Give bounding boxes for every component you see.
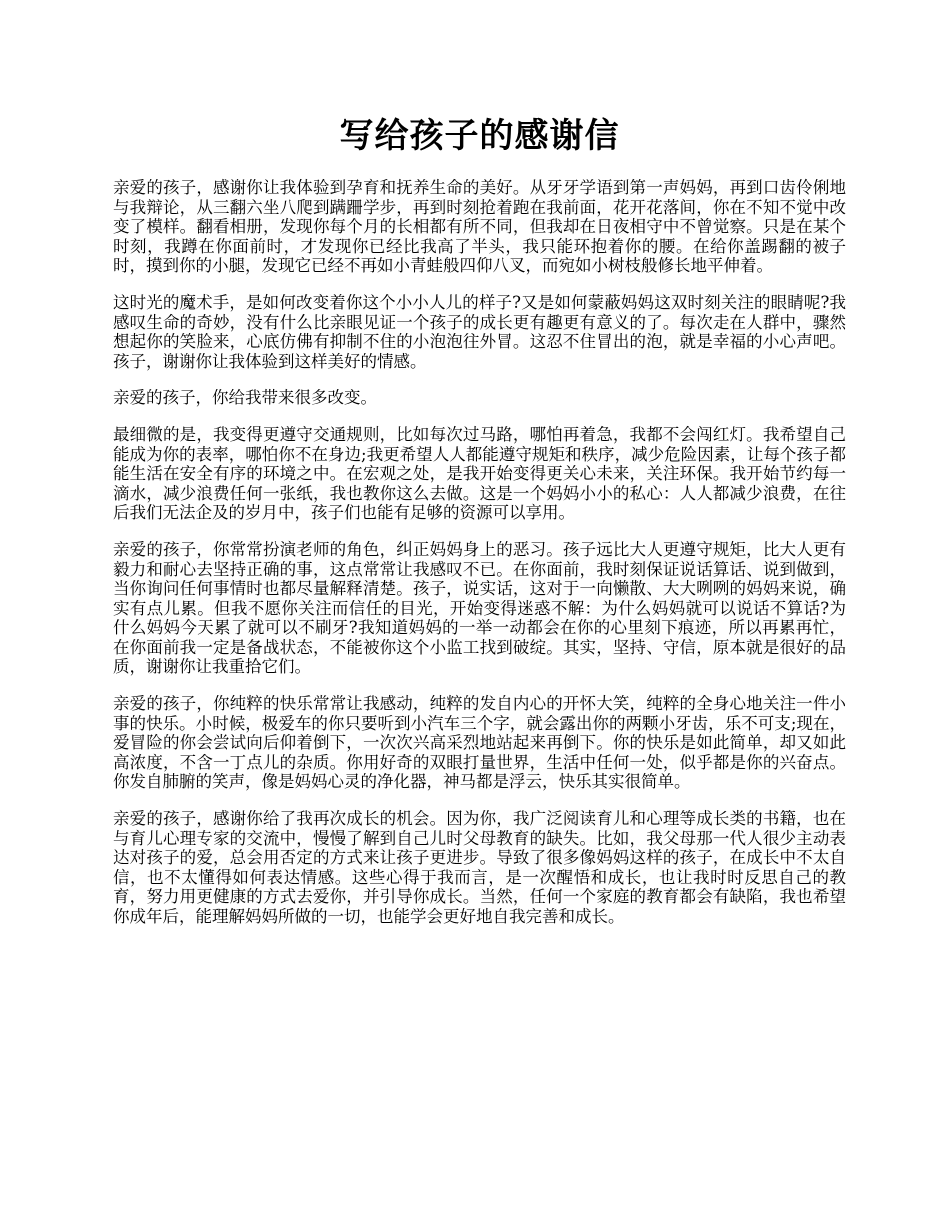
paragraph: 这时光的魔术手，是如何改变着你这个小小人儿的样子?又是如何蒙蔽妈妈这双时刻关注的眼睛呢?我感叹生命的奇妙，没有什么比亲眼见证一个孩子的成长更有趣更有意义的了。每次走在人群中，骤然想起你的笑脸来，心底仿佛有抑制不住的小泡泡往外冒。这忍不住冒出的泡，就是幸福的小心声吧。孩子，谢谢你让我体验到这样美好的情感。 <box>113 292 846 371</box>
page-title: 写给孩子的感谢信 <box>339 116 620 156</box>
document-page <box>113 0 846 944</box>
paragraph: 亲爱的孩子，你常常扮演老师的角色，纠正妈妈身上的恶习。孩子远比大人更遵守规矩，比大人更有毅力和耐心去坚持正确的事，这点常常让我感叹不已。在你面前，我时刻保证说话算话、说到做到，当你询问任何事情时也都尽量解释清楚。孩子，说实话，这对于一向懒散、大大咧咧的妈妈来说，确实有点儿累。但我不愿你关注而信任的目光，开始变得迷惑不解：为什么妈妈就可以说话不算话?为什么妈妈今天累了就可以不刷牙?我知道妈妈的一举一动都会在你的心里刻下痕迹，所以再累再忙，在你面前我一定是备战状态，不能被你这个小监工找到破绽。其实，坚持、守信，原本就是很好的品质，谢谢你让我重拾它们。 <box>113 539 846 677</box>
paragraph: 亲爱的孩子，你给我带来很多改变。 <box>113 388 377 408</box>
paragraph: 最细微的是，我变得更遵守交通规则，比如每次过马路，哪怕再着急，我都不会闯红灯。我希望自己能成为你的表率，哪怕你不在身边;我更希望人人都能遵守规矩和秩序，减少危险因素，让每个孩子都能生活在安全有序的环境之中。在宏观之处，是我开始变得更关心未来，关注环保。我开始节约每一滴水，减少浪费任何一张纸，我也教你这么去做。这是一个妈妈小小的私心：人人都减少浪费，在往后我们无法企及的岁月中，孩子们也能有足够的资源可以享用。 <box>113 424 846 523</box>
paragraph: 亲爱的孩子，感谢你让我体验到孕育和抚养生命的美好。从牙牙学语到第一声妈妈，再到口齿伶俐地与我辩论，从三翻六坐八爬到蹒跚学步，再到时刻抢着跑在我前面，花开花落间，你在不知不觉中改变了模样。翻看相册，发现你每个月的长相都有所不同，但我却在日夜相守中不曾觉察。只是在某个时刻，我蹲在你面前时，才发现你已经比我高了半头，我只能环抱着你的腰。在给你盖踢翻的被子时，摸到你的小腿，发现它已经不再如小青蛙般四仰八叉，而宛如小树枝般修长地平伸着。 <box>113 178 846 276</box>
letter-body <box>113 178 846 927</box>
paragraph: 亲爱的孩子，感谢你给了我再次成长的机会。因为你，我广泛阅读育儿和心理等成长类的书籍，也在与育儿心理专家的交流中，慢慢了解到自己儿时父母教育的缺失。比如，我父母那一代人很少主动表达对孩子的爱，总会用否定的方式来让孩子更进步。导致了很多像妈妈这样的孩子，在成长中不太自信，也不太懂得如何表达情感。这些心得于我而言，是一次醒悟和成长，也让我时时反思自己的教育，努力用更健康的方式去爱你，并引导你成长。当然，任何一个家庭的教育都会有缺陷，我也希望你成年后，能理解妈妈所做的一切，也能学会更好地自我完善和成长。 <box>113 809 846 926</box>
paragraph: 亲爱的孩子，你纯粹的快乐常常让我感动，纯粹的发自内心的开怀大笑，纯粹的全身心地关注一件小事的快乐。小时候，极爱车的你只要听到小汽车三个字，就会露出你的两颗小牙齿，乐不可支;现在，爱冒险的你会尝试向后仰着倒下，一次次兴高采烈地站起来再倒下。你的快乐是如此简单，却又如此高浓度，不含一丁点儿的杂质。你用好奇的双眼打量世界，生活中任何一处，似乎都是你的兴奋点。你发自肺腑的笑声，像是妈妈心灵的净化器，神马都是浮云，快乐其实很简单。 <box>113 694 846 792</box>
